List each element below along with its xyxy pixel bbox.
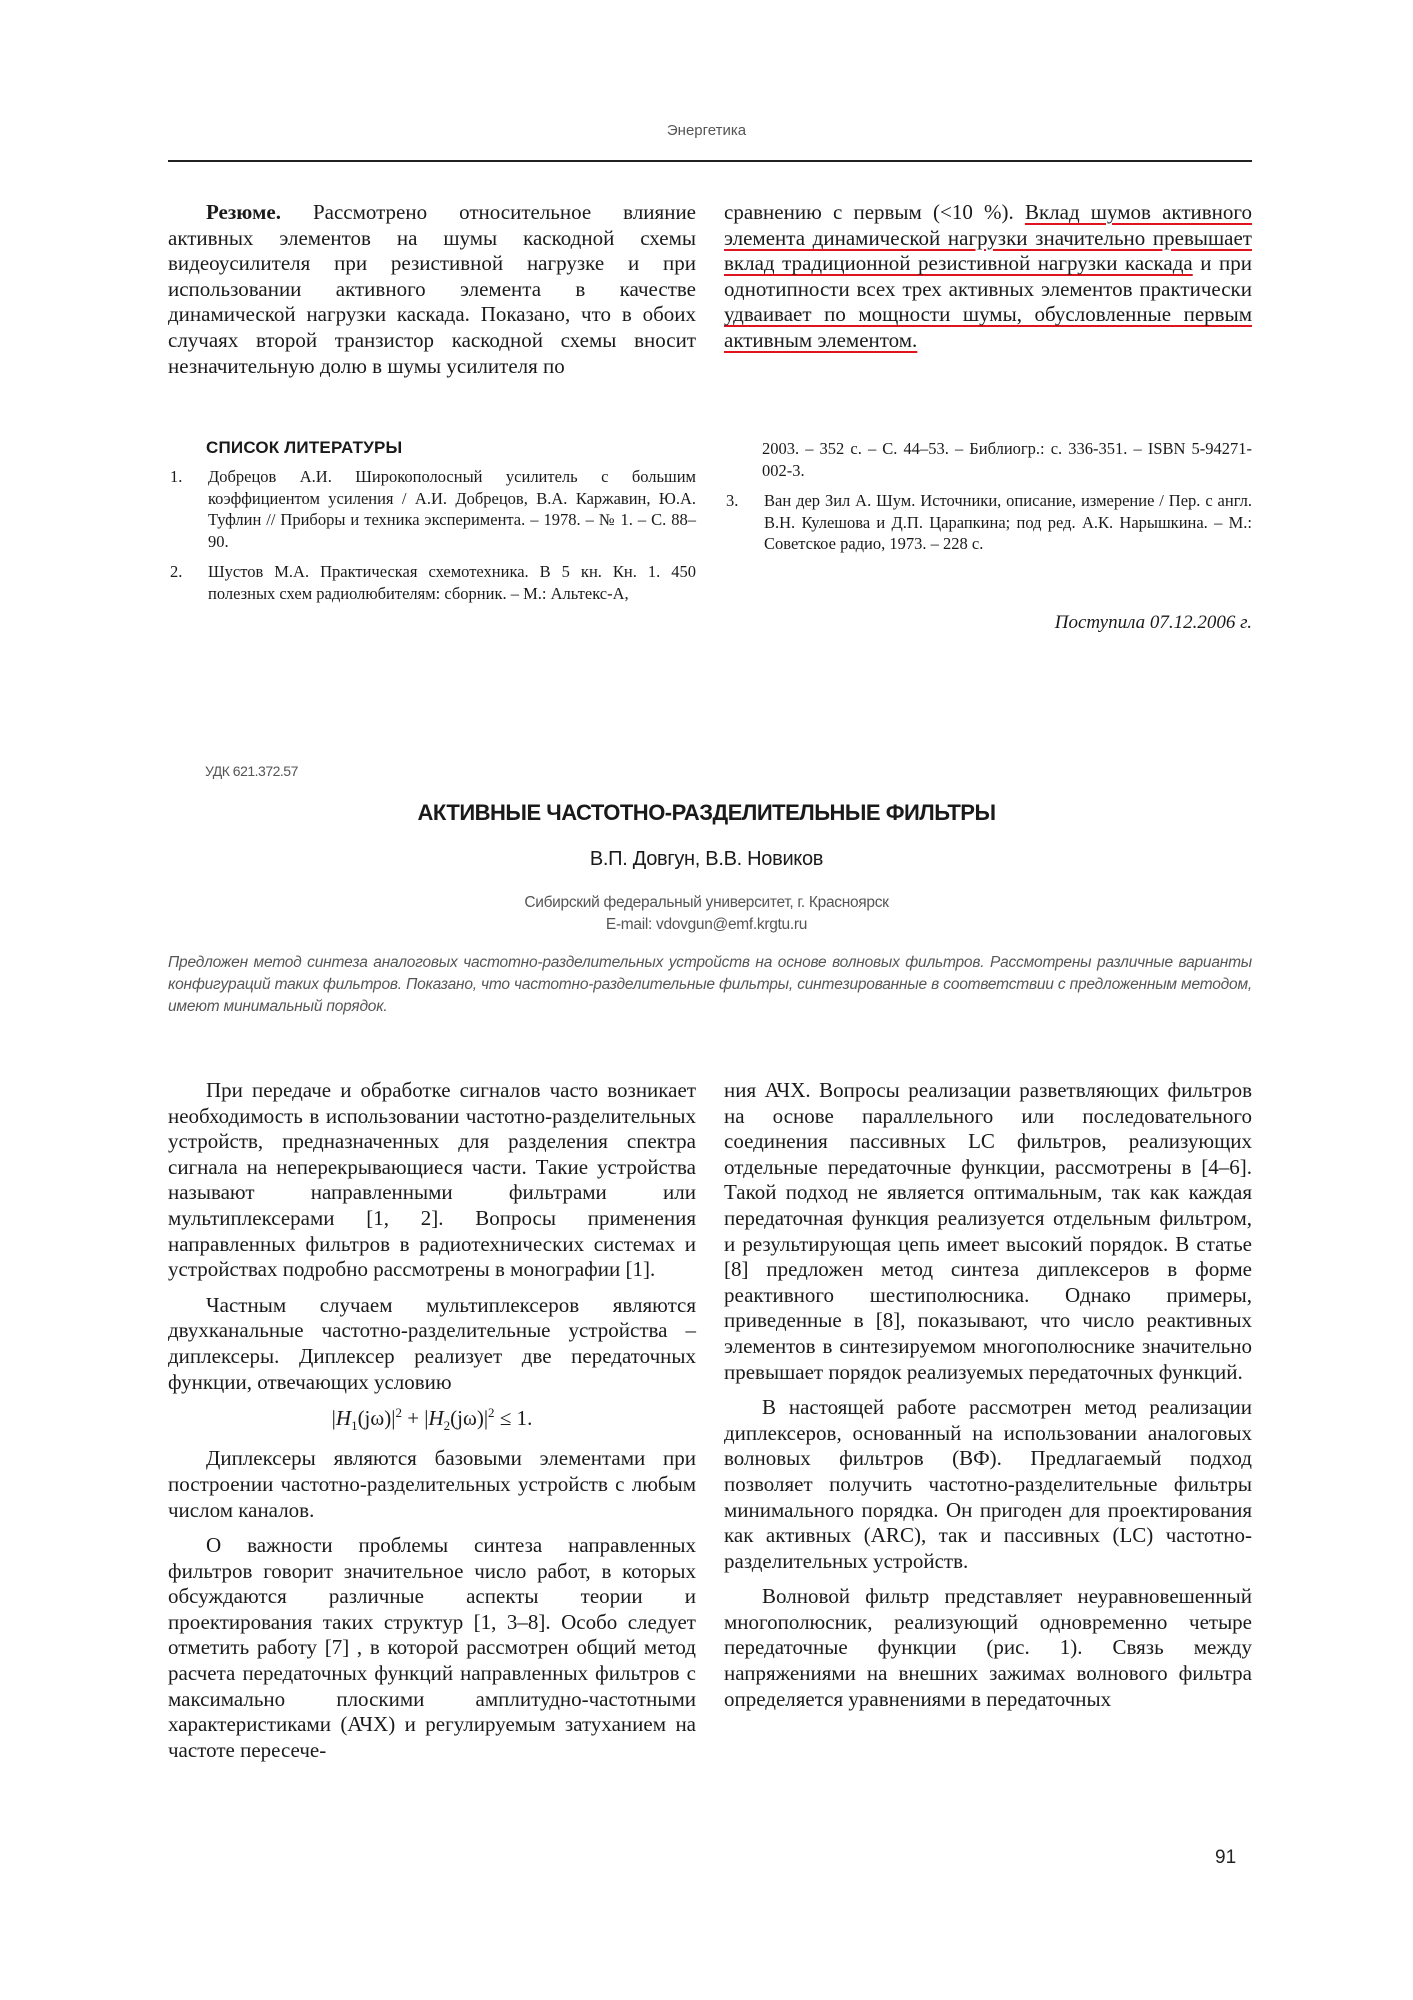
body-paragraph: О важности проблемы синтеза направленных фильтров говорит значительное число работ, в которых обсуждаются различные аспекты теории и проектирования таких структур [1, 3–8]. Особо следует отметить работу [7] , в которой рассмотрен общий метод расчета передаточных функций направленных фильтров с максимально плоскими амплитудно-частотными характеристиками (АЧХ) и регулируемым затуханием на частоте пересече- bbox=[168, 1533, 696, 1762]
body-paragraph: Волновой фильтр представляет неуравновешенный многополюсник, реализующий одновременно четыре передаточные функции (рис. 1). Связь между напряжениями на внешних зажимах волнового фильтра определяется уравнениями в передаточных bbox=[724, 1584, 1252, 1711]
references-left bbox=[168, 438, 696, 613]
affiliation: Сибирский федеральный университет, г. Красноярск bbox=[524, 894, 889, 911]
equation: $|H_1(j\omega)|^2 + |H_2(j\omega)|^2 \le 1$. bbox=[331, 1405, 533, 1434]
body-paragraph: При передаче и обработке сигналов часто возникает необходимость в использовании частотно-разделительных устройств, предназначенных для разделения спектра сигнала на неперекрывающиеся части. Такие устройства называют направленными фильтрами или мультиплексерами [1, 2]. Вопросы применения направленных фильтров в радиотехнических системах и устройствах подробно рассмотрены в монографии [1]. bbox=[168, 1078, 696, 1282]
body-paragraph: Частным случаем мультиплексеров являются двухканальные частотно-разделительные устройства – диплексеры. Диплексер реализует две передаточных функции, отвечающих условию bbox=[168, 1292, 696, 1394]
body-paragraph: В настоящей работе рассмотрен метод реализации диплексеров, основанный на использовании аналоговых волновых фильтров (ВФ). Предлагаемый подход позволяет получить частотно-разделительные фильтры минимального порядка. Он пригоден для проектирования как активных (ARC), так и пассивных (LC) частотно-разделительных устройств. bbox=[724, 1395, 1252, 1573]
abstract: Предложен метод синтеза аналоговых частотно-разделительных устройств на основе волновых фильтров. Рассмотрены различные варианты конфигураций таких фильтров. Показано, что частотно-разделительные фильтры, синтезированные в соответствии с предложенным методом, имеют минимальный порядок. bbox=[168, 954, 1252, 1015]
summary-paragraph-continued: сравнению с первым (<10 %). Вклад шумов активного элемента динамической нагрузки значительно превышает вклад традиционной резистивной нагрузки каскада и при однотипности всех трех активных элементов практически удваивает по мощности шумы, обусловленные первым активным элементом. bbox=[724, 200, 1252, 352]
summary-label: Резюме. bbox=[206, 200, 281, 224]
article-title: АКТИВНЫЕ ЧАСТОТНО-РАЗДЕЛИТЕЛЬНЫЕ ФИЛЬТРЫ bbox=[417, 800, 996, 825]
body-right-column bbox=[724, 1078, 1252, 1712]
reference-item: 1. Добрецов А.И. Широкополосный усилитель с большим коэффициентом усиления / А.И. Добрецов, В.А. Каржавин, Ю.А. Туфлин // Приборы и техника эксперимента. – 1978. – № 1. – С. 88–90. bbox=[170, 467, 696, 551]
article-authors: В.П. Довгун, В.В. Новиков bbox=[589, 848, 824, 870]
body-paragraph: Диплексеры являются базовыми элементами при построении частотно-разделительных устройств с любым числом каналов. bbox=[168, 1446, 696, 1522]
running-head: Энергетика bbox=[666, 122, 747, 139]
summary-right-column bbox=[724, 200, 1252, 354]
references-right bbox=[724, 438, 1252, 564]
references-title: СПИСОК ЛИТЕРАТУРЫ bbox=[206, 438, 403, 457]
header-rule bbox=[168, 160, 1252, 162]
red-underline-annotation: удваивает по мощности шумы, обусловленные первым активным элементом. bbox=[724, 302, 1252, 352]
page-number: 91 bbox=[1215, 1847, 1237, 1868]
affiliation-block bbox=[0, 892, 1413, 936]
summary-paragraph: Резюме. Рассмотрено относительное влияние активных элементов на шумы каскодной схемы видеоусилителя при резистивной нагрузке и при использовании активного элемента в качестве динамической нагрузки каскада. Показано, что в обоих случаях второй транзистор каскодной схемы вносит незначительную долю в шумы усилителя по bbox=[168, 200, 696, 378]
received-date: Поступила 07.12.2006 г. bbox=[1054, 612, 1252, 633]
reference-item-continuation: 2003. – 352 с. – С. 44–53. – Библиогр.: с. 336-351. – ISBN 5-94271-002-3. bbox=[762, 439, 1252, 480]
body-left-column bbox=[168, 1078, 696, 1763]
reference-item: 2. Шустов М.А. Практическая схемотехника. В 5 кн. Кн. 1. 450 полезных схем радиолюбителям: сборник. – М.: Альтекс-А, bbox=[170, 562, 696, 603]
summary-left-column bbox=[168, 200, 696, 379]
body-paragraph: ния АЧХ. Вопросы реализации разветвляющих фильтров на основе параллельного или последовательного соединения пассивных LC фильтров, реализующих отдельные передаточные функции, рассмотрены в [4–6]. Такой подход не является оптимальным, так как каждая передаточная функция реализуется отдельным фильтром, и результирующая цепь имеет высокий порядок. В статье [8] предложен метод синтеза диплексеров в форме реактивного шестиполюсника. Однако примеры, приведенные в [8], показывают, что число реактивных элементов в синтезируемом многополюснике значительно превышает порядок реализуемых передаточных функций. bbox=[724, 1078, 1252, 1384]
udk-code: УДК 621.372.57 bbox=[205, 763, 298, 779]
reference-item: 3. Ван дер Зил А. Шум. Источники, описание, измерение / Пер. с англ. В.Н. Кулешова и Д.П. Царапкина; под ред. А.К. Нарышкина. – М.: Советское радио, 1973. – 228 с. bbox=[726, 491, 1252, 553]
email[interactable]: E-mail: vdovgun@emf.krgtu.ru bbox=[605, 916, 808, 933]
red-underline-annotation: Вклад шумов активного элемента динамической нагрузки значительно превышает вклад традиционной резистивной нагрузки каскада bbox=[724, 200, 1252, 276]
